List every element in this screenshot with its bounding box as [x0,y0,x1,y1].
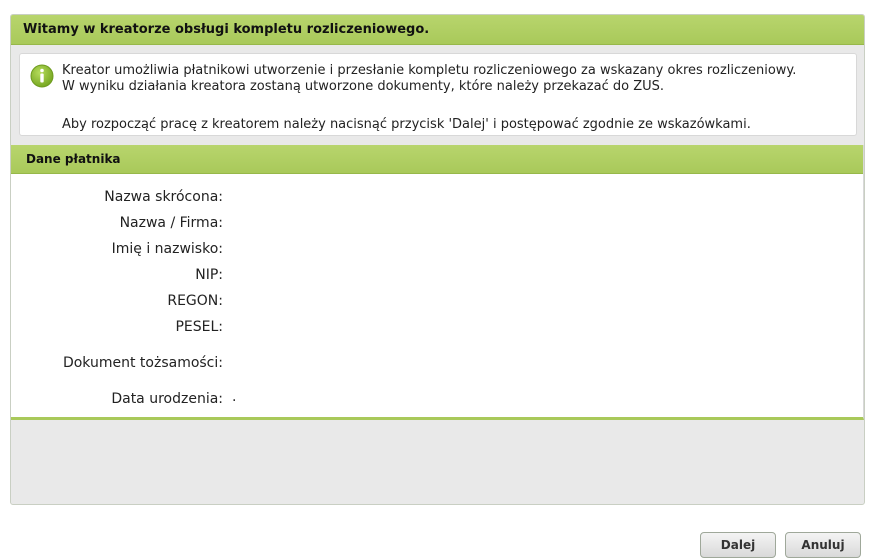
field-label-identity-document: Dokument tożsamości: [62,355,223,371]
info-text-line: Aby rozpocząć pracę z kreatorem należy nacisnąć przycisk 'Dalej' i postępować zgodnie ze wskazówkami. [62,117,751,132]
field-label-pesel: PESEL: [175,319,223,335]
cancel-button[interactable]: Anuluj [785,532,861,558]
wizard-header [11,15,864,45]
info-text-line: W wyniku działania kreatora zostaną utworzone dokumenty, które należy przekazać do ZUS. [62,79,664,94]
wizard-title: Witamy w kreatorze obsługi kompletu rozliczeniowego. [23,22,430,37]
field-label-nip: NIP: [195,267,223,283]
field-value-birth-date: . [232,389,237,405]
field-label-company-name: Nazwa / Firma: [119,215,223,231]
payer-data-panel [11,145,864,420]
field-label-regon: REGON: [167,293,223,309]
info-icon [30,64,54,88]
payer-panel-header [11,145,863,174]
field-label-short-name: Nazwa skrócona: [104,189,223,205]
wizard-window [10,14,865,505]
info-text-line: Kreator umożliwia płatnikowi utworzenie i przesłanie kompletu rozliczeniowego za wskazany okres rozliczeniowy. [62,63,797,78]
payer-panel-title: Dane płatnika [26,152,121,166]
field-label-birth-date: Data urodzenia: [111,391,223,407]
next-button[interactable]: Dalej [700,532,776,558]
info-box [19,53,857,136]
field-label-full-name: Imię i nazwisko: [111,241,223,257]
